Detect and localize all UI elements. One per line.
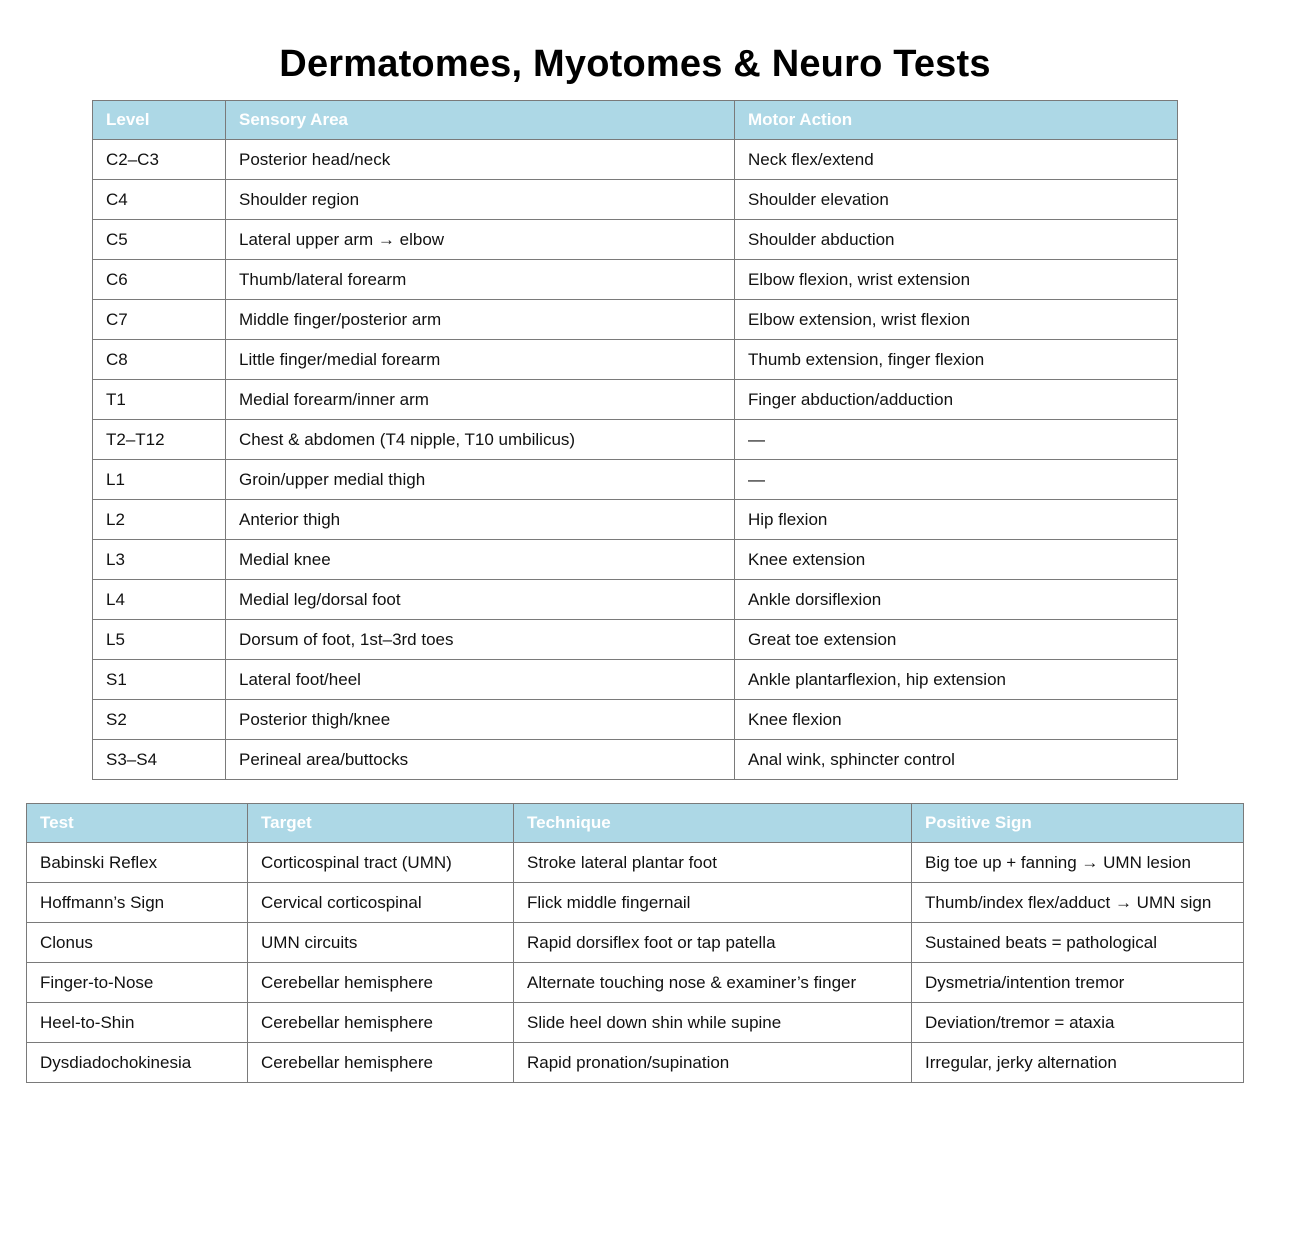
table-cell: Lateral foot/heel xyxy=(226,660,735,700)
table-cell: Cervical corticospinal xyxy=(248,883,514,923)
table-cell: Posterior thigh/knee xyxy=(226,700,735,740)
table-cell: Middle finger/posterior arm xyxy=(226,300,735,340)
table-cell: Shoulder abduction xyxy=(735,220,1178,260)
table-cell: Corticospinal tract (UMN) xyxy=(248,843,514,883)
table-cell: Shoulder elevation xyxy=(735,180,1178,220)
table-cell: L5 xyxy=(93,620,226,660)
table-cell: Posterior head/neck xyxy=(226,140,735,180)
table-row xyxy=(27,963,1244,1003)
table-cell: Chest & abdomen (T4 nipple, T10 umbilicus) xyxy=(226,420,735,460)
table-cell: Anterior thigh xyxy=(226,500,735,540)
table-cell: Thumb/index flex/adduct → UMN sign xyxy=(912,883,1244,923)
column-header: Level xyxy=(93,101,226,140)
table-row xyxy=(93,660,1178,700)
table-cell: — xyxy=(735,460,1178,500)
table-cell: Big toe up + fanning → UMN lesion xyxy=(912,843,1244,883)
table-cell: L2 xyxy=(93,500,226,540)
table-cell: Cerebellar hemisphere xyxy=(248,1003,514,1043)
table-cell: Medial knee xyxy=(226,540,735,580)
table-cell: UMN circuits xyxy=(248,923,514,963)
table-cell: Dorsum of foot, 1st–3rd toes xyxy=(226,620,735,660)
table-row xyxy=(93,420,1178,460)
table-cell: Sustained beats = pathological xyxy=(912,923,1244,963)
table-cell: Alternate touching nose & examiner’s finger xyxy=(514,963,912,1003)
column-header: Technique xyxy=(514,804,912,843)
table-cell: Knee flexion xyxy=(735,700,1178,740)
neuro-tests-table xyxy=(26,803,1244,1083)
table-cell: Little finger/medial forearm xyxy=(226,340,735,380)
table-cell: Lateral upper arm → elbow xyxy=(226,220,735,260)
table-header-row xyxy=(27,804,1244,843)
table-cell: Medial leg/dorsal foot xyxy=(226,580,735,620)
table-cell: Irregular, jerky alternation xyxy=(912,1043,1244,1083)
table-cell: Groin/upper medial thigh xyxy=(226,460,735,500)
table-header-row xyxy=(93,101,1178,140)
table-cell: Neck flex/extend xyxy=(735,140,1178,180)
table-row xyxy=(93,620,1178,660)
table-cell: Dysmetria/intention tremor xyxy=(912,963,1244,1003)
table-cell: C8 xyxy=(93,340,226,380)
table-cell: Flick middle fingernail xyxy=(514,883,912,923)
table-cell: Babinski Reflex xyxy=(27,843,248,883)
table-cell: L3 xyxy=(93,540,226,580)
table-cell: Cerebellar hemisphere xyxy=(248,1043,514,1083)
table-cell: Thumb/lateral forearm xyxy=(226,260,735,300)
table-row xyxy=(27,843,1244,883)
table-row xyxy=(93,260,1178,300)
table-cell: S2 xyxy=(93,700,226,740)
column-header: Positive Sign xyxy=(912,804,1244,843)
table-cell: C5 xyxy=(93,220,226,260)
column-header: Target xyxy=(248,804,514,843)
table-cell: Hoffmann’s Sign xyxy=(27,883,248,923)
table-cell: — xyxy=(735,420,1178,460)
table-row xyxy=(27,923,1244,963)
table-cell: T2–T12 xyxy=(93,420,226,460)
table-row xyxy=(93,180,1178,220)
table-cell: Dysdiadochokinesia xyxy=(27,1043,248,1083)
table-cell: S3–S4 xyxy=(93,740,226,780)
table-cell: Cerebellar hemisphere xyxy=(248,963,514,1003)
table-row xyxy=(27,1003,1244,1043)
table-row xyxy=(93,540,1178,580)
table-cell: Anal wink, sphincter control xyxy=(735,740,1178,780)
table-row xyxy=(93,740,1178,780)
table-cell: Finger abduction/adduction xyxy=(735,380,1178,420)
column-header: Test xyxy=(27,804,248,843)
table-cell: Medial forearm/inner arm xyxy=(226,380,735,420)
table-cell: Thumb extension, finger flexion xyxy=(735,340,1178,380)
table-cell: Elbow extension, wrist flexion xyxy=(735,300,1178,340)
table-row xyxy=(27,883,1244,923)
table-cell: Great toe extension xyxy=(735,620,1178,660)
table-cell: L4 xyxy=(93,580,226,620)
table-row xyxy=(93,300,1178,340)
table-cell: C6 xyxy=(93,260,226,300)
table-row xyxy=(93,700,1178,740)
column-header: Motor Action xyxy=(735,101,1178,140)
table-cell: C4 xyxy=(93,180,226,220)
table-cell: Elbow flexion, wrist extension xyxy=(735,260,1178,300)
table-cell: Knee extension xyxy=(735,540,1178,580)
table-row xyxy=(93,140,1178,180)
table-cell: T1 xyxy=(93,380,226,420)
table-cell: Rapid pronation/supination xyxy=(514,1043,912,1083)
table-cell: Deviation/tremor = ataxia xyxy=(912,1003,1244,1043)
table-cell: Perineal area/buttocks xyxy=(226,740,735,780)
table-cell: C2–C3 xyxy=(93,140,226,180)
table-row xyxy=(93,580,1178,620)
table-row xyxy=(93,460,1178,500)
column-header: Sensory Area xyxy=(226,101,735,140)
table-row xyxy=(93,380,1178,420)
table-cell: Hip flexion xyxy=(735,500,1178,540)
table-row xyxy=(27,1043,1244,1083)
table-cell: Stroke lateral plantar foot xyxy=(514,843,912,883)
table-row xyxy=(93,220,1178,260)
table-cell: Finger-to-Nose xyxy=(27,963,248,1003)
table-row xyxy=(93,500,1178,540)
table-cell: Ankle plantarflexion, hip extension xyxy=(735,660,1178,700)
table-cell: S1 xyxy=(93,660,226,700)
table-cell: Rapid dorsiflex foot or tap patella xyxy=(514,923,912,963)
table-row xyxy=(93,340,1178,380)
table-cell: L1 xyxy=(93,460,226,500)
table-cell: Ankle dorsiflexion xyxy=(735,580,1178,620)
table-cell: C7 xyxy=(93,300,226,340)
table-cell: Slide heel down shin while supine xyxy=(514,1003,912,1043)
table-cell: Clonus xyxy=(27,923,248,963)
dermatomes-table xyxy=(92,100,1178,780)
page-title: Dermatomes, Myotomes & Neuro Tests xyxy=(279,43,991,85)
table-cell: Heel-to-Shin xyxy=(27,1003,248,1043)
table-cell: Shoulder region xyxy=(226,180,735,220)
